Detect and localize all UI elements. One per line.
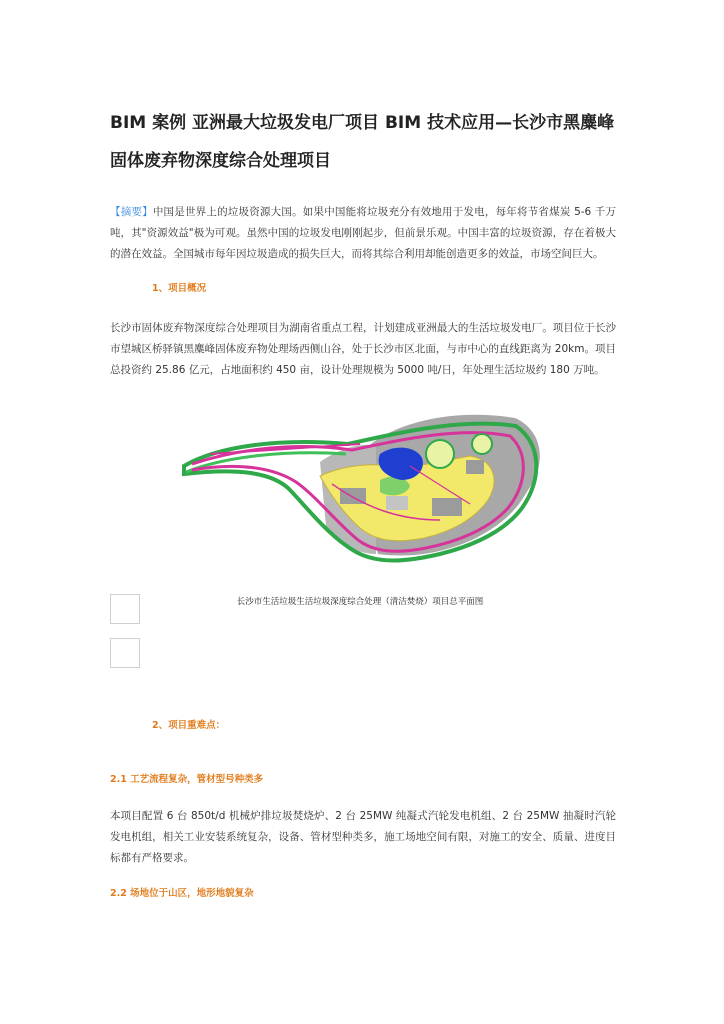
site-plan-figure <box>170 404 550 620</box>
tank-circle-small <box>472 434 492 454</box>
building-ne <box>466 460 484 474</box>
section-2-1-heading: 2.1 工艺流程复杂，管材型号种类多 <box>110 774 264 785</box>
page-title: BIM 案例 亚洲最大垃圾发电厂项目 BIM 技术应用—长沙市黑麋峰固体废弃物深度综合处理项目 <box>110 113 615 171</box>
abstract-tag: 【摘要】 <box>110 206 153 218</box>
section-1-body: 长沙市固体废弃物深度综合处理项目为湖南省重点工程，计划建成亚洲最大的生活垃圾发电厂。项目位于长沙市望城区桥驿镇黑麋峰固体废弃物处理场西侧山谷，处于长沙市区北面，与市中心的直线距离为 20km。项目总投资约 25.86 亿元，占地面积约 450 亩，设计处理规模为 5000 吨/日，年处理生活垃圾约 180 万吨。 <box>110 322 616 376</box>
abstract-text: 中国是世界上的垃圾资源大国。如果中国能将垃圾充分有效地用于发电，每年将节省煤炭 5-6 千万吨，其"资源效益"极为可观。虽然中国的垃圾发电刚刚起步，但前景乐观。中国丰富的垃圾资源，存在着极大的潜在效益。全国城市每年因垃圾造成的损失巨大，而将其综合利用却能创造更多的效益，市场空间巨大。 <box>110 206 616 260</box>
site-plan-drawing <box>170 404 550 620</box>
building-office <box>386 496 408 510</box>
section-2-1-body: 本项目配置 6 台 850t/d 机械炉排垃圾焚烧炉、2 台 25MW 纯凝式汽轮发电机组、2 台 25MW 抽凝时汽轮发电机组，相关工业安装系统复杂，设备、管材型种类多，施工场地空间有限，对施工的安全、质量、进度目标都有严格要求。 <box>110 810 616 864</box>
section-2-2-heading: 2.2 场地位于山区，地形地貌复杂 <box>110 888 254 899</box>
figure-caption: 长沙市生活垃圾生活垃圾深度综合处理（清洁焚烧）项目总平面图 <box>236 597 484 607</box>
building-turbine-hall <box>432 498 462 516</box>
section-2-heading: 2、项目重难点： <box>152 720 226 731</box>
tank-circle <box>426 440 454 468</box>
image-placeholder-1 <box>110 594 140 624</box>
section-1-heading: 1、项目概况 <box>152 283 207 294</box>
image-placeholder-2 <box>110 638 140 668</box>
abstract-paragraph <box>110 202 616 265</box>
